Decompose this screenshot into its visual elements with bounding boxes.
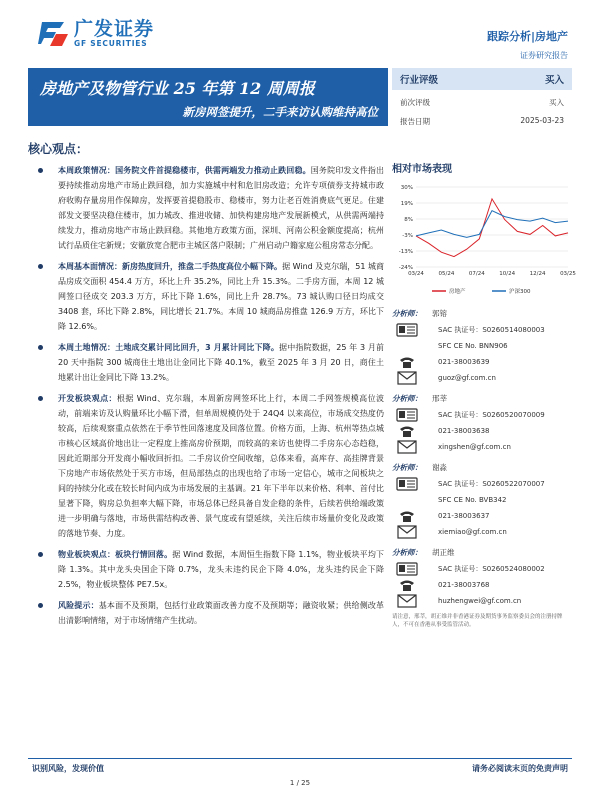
x-tick-label: 03/25 xyxy=(560,271,576,277)
page-number: 1 / 25 xyxy=(289,779,311,787)
prev-rating-value: 买入 xyxy=(549,98,564,107)
analyst-phone: 021-38003637 xyxy=(438,512,490,520)
bullet-dot-icon xyxy=(38,552,43,557)
bullet-heading: 本周基本面情况：新房热度回升，推盘二手热度高位小幅下降。 xyxy=(58,262,283,271)
id-card-icon xyxy=(396,408,418,422)
bullet-heading: 本周土地情况：土地成交累计同比回升，3 月累计同比下降。 xyxy=(58,343,280,352)
y-tick-label: -3% xyxy=(402,233,413,239)
prev-rating-label: 前次评级 xyxy=(400,98,430,107)
bullet-heading: 本周政策情况：国务院文件首提稳楼市，供需两端发力推动止跌回稳。 xyxy=(58,166,311,175)
bullet-dot-icon xyxy=(38,345,43,350)
page-footer xyxy=(28,758,572,787)
analyst-card xyxy=(392,390,572,455)
analyst-email[interactable]: xiemiao@gf.com.cn xyxy=(438,528,507,536)
x-tick-label: 07/24 xyxy=(468,271,485,277)
legend-label: 沪深300 xyxy=(509,289,531,295)
phone-icon xyxy=(396,578,418,592)
analyst-name: 邢莘 xyxy=(432,394,447,403)
bullet-body: 据 Wind 数据，本周恒生指数下降 1.1%，物业板块平均下降 1.3%。其中龙头央国企下降 0.7%，龙头未违约民企下降 4.0%，龙头违约民企下降 2.5%，物业板块整体 PE7.5x。 xyxy=(58,550,384,589)
rating-label: 行业评级 xyxy=(400,75,439,86)
title-banner xyxy=(28,68,388,126)
y-tick-label: -13% xyxy=(398,249,413,255)
series-line-1 xyxy=(416,211,568,238)
report-type: 跟踪分析|房地产 xyxy=(486,30,568,43)
id-card-icon xyxy=(396,562,418,576)
logo-cn-text: 广发证券 xyxy=(74,17,155,40)
analyst-role: 分析师： xyxy=(392,394,422,403)
analyst-role: 分析师： xyxy=(392,309,422,318)
phone-icon xyxy=(396,424,418,438)
relative-performance-chart xyxy=(392,181,576,301)
bullet-body: 据 Wind 及克尔瑞，51 城商品房成交面积 454.4 万方，环比上升 35.2%，同比上升 15.3%。二手房方面，本周 12 城网签口径成交 203.3 万方，环比下降 1.6%，同比上升 28.7%。73 城认购口径日均成交 3408 套，环比下降 2.8%，同比增长 21.7%。本周 10 城商品房推盘 126.9 万方，环比下降 12.6%。 xyxy=(58,262,384,331)
analyst-sfc: SFC CE No. BVB342 xyxy=(438,496,507,504)
email-icon xyxy=(396,525,418,539)
id-card-icon xyxy=(396,323,418,337)
core-bullet xyxy=(28,547,384,592)
phone-icon xyxy=(396,355,418,369)
y-tick-label: 19% xyxy=(400,201,413,207)
y-tick-label: -24% xyxy=(398,265,413,271)
core-bullet xyxy=(28,598,384,628)
analyst-name: 郭镕 xyxy=(432,309,447,318)
analyst-phone: 021-38003639 xyxy=(438,358,490,366)
analyst-role: 分析师： xyxy=(392,463,422,472)
analyst-email[interactable]: xingshen@gf.com.cn xyxy=(438,443,511,451)
x-tick-label: 05/24 xyxy=(438,271,455,277)
email-icon xyxy=(396,440,418,454)
y-tick-label: 30% xyxy=(400,185,413,191)
email-icon xyxy=(396,371,418,385)
bullet-dot-icon xyxy=(38,168,43,173)
bullet-dot-icon xyxy=(38,396,43,401)
bullet-heading: 风险提示： xyxy=(58,601,99,610)
legend-label: 房地产 xyxy=(449,289,466,295)
email-icon xyxy=(396,594,418,608)
analyst-sac: SAC 执证号：S0260522070007 xyxy=(438,480,545,488)
report-date-value: 2025-03-23 xyxy=(520,116,564,125)
analyst-sac: SAC 执证号：S0260520070009 xyxy=(438,411,545,419)
report-date-label: 报告日期 xyxy=(400,117,430,126)
bullet-body: 据中指院数据，25 年 3 月前 20 天中指院 300 城商住土地出让金同比下降 40.1%，截至 2025 年 3 月 20 日，商住土地累计出让金同比下降 13.2%。 xyxy=(58,343,384,382)
core-views-title: 核心观点： xyxy=(28,142,89,156)
core-bullet xyxy=(28,340,384,385)
analyst-card xyxy=(392,305,572,386)
gf-logo-icon xyxy=(38,18,70,48)
analyst-sac: SAC 执证号：S0260514080003 xyxy=(438,326,545,334)
chart-title: 相对市场表现 xyxy=(392,164,452,175)
analyst-sac: SAC 执证号：S0260524080002 xyxy=(438,565,545,573)
analyst-sfc: SFC CE No. BNN906 xyxy=(438,342,508,350)
analyst-disclaimer: 请注意，邢莘，胡正维并非香港证券及期货事务监察委员会的注册持牌人，不可在香港从事受监管活动。 xyxy=(392,614,563,628)
id-card-icon xyxy=(396,477,418,491)
bullet-dot-icon xyxy=(38,603,43,608)
gf-logo xyxy=(38,18,154,48)
core-views xyxy=(28,140,384,634)
report-title: 房地产及物管行业 25 年第 12 周周报 xyxy=(40,79,315,98)
right-column xyxy=(392,160,576,629)
analyst-role: 分析师： xyxy=(392,548,422,557)
bullet-heading: 物业板块观点：板块行情回落。 xyxy=(58,550,173,559)
rating-box xyxy=(392,68,572,127)
analyst-card xyxy=(392,459,572,540)
footer-slogan: 识别风险，发现价值 xyxy=(32,764,104,773)
core-bullet xyxy=(28,391,384,541)
analyst-email[interactable]: huzhengwei@gf.com.cn xyxy=(438,597,522,605)
analyst-email[interactable]: guoz@gf.com.cn xyxy=(438,374,496,382)
analyst-name: 谢淼 xyxy=(432,463,447,472)
core-bullet xyxy=(28,259,384,334)
report-subtype: 证券研究报告 xyxy=(520,51,568,60)
analyst-name: 胡正维 xyxy=(432,548,455,557)
page-header xyxy=(0,0,600,70)
bullet-body: 基本面不及预期，包括行业政策面改善力度不及预期等；融资收紧；供给侧改革出清影响情绪，对于市场情绪产生扰动。 xyxy=(58,601,385,625)
report-subtitle: 新房网签提升，二手来访认购维持高位 xyxy=(182,105,378,119)
core-bullet xyxy=(28,163,384,253)
series-line-0 xyxy=(416,199,568,257)
analyst-phone: 021-38003768 xyxy=(438,581,490,589)
y-tick-label: 8% xyxy=(404,217,413,223)
bullet-body: 根据 Wind、克尔瑞，本周新房网签环比上行，本周二手网签规模高位波动，前端来访及认购量环比小幅下滑，但单周规模仍处于 24Q4 以来高位，市场成交热度仍较高，后续观察重点依然在于季节性回落速度及回落位置。价格方面，上海、杭州等热点城市核心区域高价地出让一定程度上推高房价预期，而较高的来访也使得二手房东心态趋稳，因此近期部分开发商小幅收回折扣。二手房议价空间收缩，总体来看，高库存、高挂牌背景下房地产市场依然处于买方市场，但局部热点的出现也给了市场一定信心，城市之间板块之间的持续分化或在较长时间内成为市场发展的主基调。21 年下半年以来价格、利率、首付比显著下降，购房总负担率大幅下降，市场总体已经具备自发企稳的条件，后续若供给端政策进一步明确与落地，市场供需结构改善、景气度或有望延续，关注后续市场量价变化及政策的落地节奏、力度。 xyxy=(58,394,384,538)
x-tick-label: 12/24 xyxy=(529,271,546,277)
rating-value: 买入 xyxy=(544,75,564,86)
bullet-body: 国务院印发文件指出要持续推动房地产市场止跌回稳，加力实施城中村和危旧房改造；允许专项债券支持城市政府收购存量房用作保障房，发挥要首提稳股市、稳楼市，努力让老百姓消费底气更足。住建部发文要坚决稳住楼市，加力城改、推进收储、加快构建房地产发展新模式，从供需两端持续发力，推动房地产市场止跌回稳。其他地方政策方面，深圳、河南公积金额度提高；杭州试行品质住宅新规；安徽放宽合肥市主城区落户限制；广州启动户籍家庭公租房常态分配。 xyxy=(58,166,385,250)
phone-icon xyxy=(396,509,418,523)
bullet-dot-icon xyxy=(38,264,43,269)
logo-en-text: GF SECURITIES xyxy=(74,38,148,48)
bullet-heading: 开发板块观点： xyxy=(58,394,117,403)
analyst-phone: 021-38003638 xyxy=(438,427,490,435)
analyst-card xyxy=(392,544,572,609)
footer-disclaimer: 请务必阅读末页的免责声明 xyxy=(472,764,568,773)
x-tick-label: 03/24 xyxy=(408,271,424,277)
x-tick-label: 10/24 xyxy=(499,271,516,277)
